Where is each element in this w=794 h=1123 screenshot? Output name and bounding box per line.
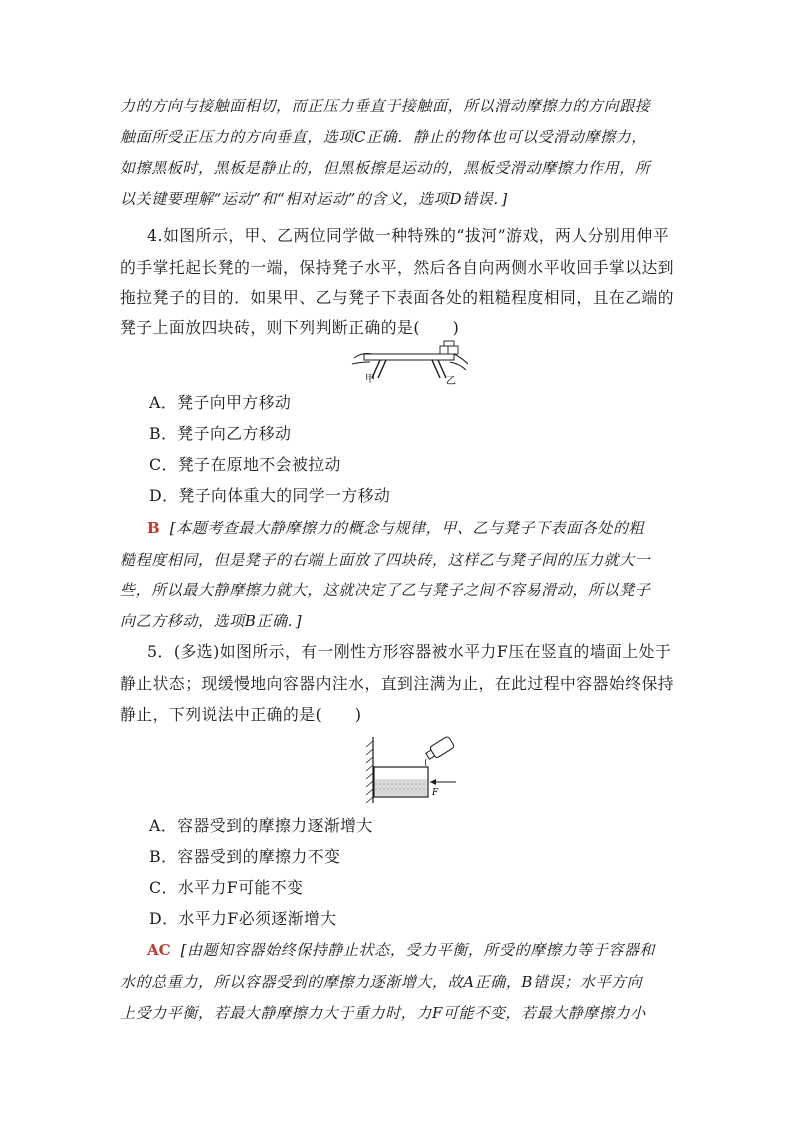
- pouring-water: [426, 759, 427, 766]
- prev-explanation-line: 如擦黑板时，黑板是静止的，但黑板擦是运动的，黑板受滑动摩擦力作用，所: [120, 159, 651, 177]
- left-hand-outline: [352, 362, 370, 364]
- q5-option-d: D．水平力F必须逐渐增大: [149, 909, 337, 928]
- water: [375, 779, 427, 796]
- q5-explanation-line: [147, 940, 676, 960]
- bench-top: [364, 354, 454, 360]
- q4-option-b: B．凳子向乙方移动: [149, 424, 292, 443]
- force-label: F: [432, 788, 439, 798]
- q5-option-c: C．水平力F可能不变: [149, 878, 304, 897]
- q4-stem-line: 4.如图所示，甲、乙两位同学做一种特殊的“拔河”游戏，两人分别用伸平: [147, 226, 670, 245]
- q4-option-d: D．凳子向体重大的同学一方移动: [149, 486, 391, 505]
- q5-stem-line: 5．(多选)如图所示，有一刚性方形容器被水平力F压在竖直的墙面上处于: [147, 642, 672, 661]
- right-hand-outline: [450, 362, 466, 370]
- brick: [448, 346, 458, 354]
- q5-explanation-text: [由题知容器始终保持静止状态，受力平衡，所受的摩擦力等于容器和: [180, 941, 656, 959]
- q5-answer: AC: [147, 941, 171, 959]
- q5-explanation-line: 水的总重力，所以容器受到的摩擦力逐渐增大，故A正确，B错误；水平方向: [120, 973, 643, 991]
- q4-stem-line: 凳子上面放四块砖，则下列判断正确的是( ): [120, 318, 460, 337]
- prev-explanation-line: 力的方向与接触面相切，而正压力垂直于接触面，所以滑动摩擦力的方向跟接: [120, 97, 651, 115]
- q4-answer: B: [147, 519, 160, 537]
- prev-explanation-line: 以关键要理解“运动”和“相对运动”的含义，选项D错误．]: [120, 190, 508, 208]
- container-figure: [362, 735, 462, 805]
- q5-option-a: A．容器受到的摩擦力逐渐增大: [149, 816, 373, 835]
- q5-stem-line: 静止状态；现缓慢地向容器内注水，直到注满为止，在此过程中容器始终保持: [120, 674, 675, 693]
- q5-option-b: B．容器受到的摩擦力不变: [149, 847, 341, 866]
- q5-stem-line: 静止，下列说法中正确的是( ): [120, 705, 362, 724]
- q4-stem-line: 拖拉凳子的目的．如果甲、乙与凳子下表面各处的粗糙程度相同，且在乙端的: [120, 288, 675, 307]
- q5-explanation-line: 上受力平衡，若最大静摩擦力大于重力时，力F可能不变，若最大静摩擦力小: [120, 1004, 646, 1022]
- q4-option-c: C．凳子在原地不会被拉动: [149, 455, 341, 474]
- q4-stem-line: 的手掌托起长凳的一端，保持凳子水平，然后各自向两侧水平收回手掌以达到: [120, 258, 675, 277]
- q4-explanation-line: 向乙方移动，选项B正确．]: [120, 612, 303, 630]
- q4-explanation-text: [本题考查最大静摩擦力的概念与规律，甲、乙与凳子下表面各处的粗: [169, 519, 645, 537]
- bottle: [424, 736, 455, 762]
- q4-option-a: A．凳子向甲方移动: [149, 393, 292, 412]
- q4-explanation-line: [147, 518, 676, 538]
- force-arrowhead: [430, 779, 436, 785]
- right-hand-outline: [454, 354, 468, 364]
- brick: [444, 341, 454, 346]
- prev-explanation-line: 触面所受正压力的方向垂直，选项C正确．静止的物体也可以受滑动摩擦力，: [120, 128, 647, 146]
- label-yi: 乙: [446, 376, 456, 387]
- q4-explanation-line: 些，所以最大静摩擦力就大，这就决定了乙与凳子之间不容易滑动，所以凳子: [120, 581, 651, 599]
- label-jia: 甲: [365, 374, 375, 385]
- q4-explanation-line: 糙程度相同，但是凳子的右端上面放了四块砖，这样乙与凳子间的压力就大一: [120, 551, 651, 569]
- bench-figure: [350, 340, 472, 388]
